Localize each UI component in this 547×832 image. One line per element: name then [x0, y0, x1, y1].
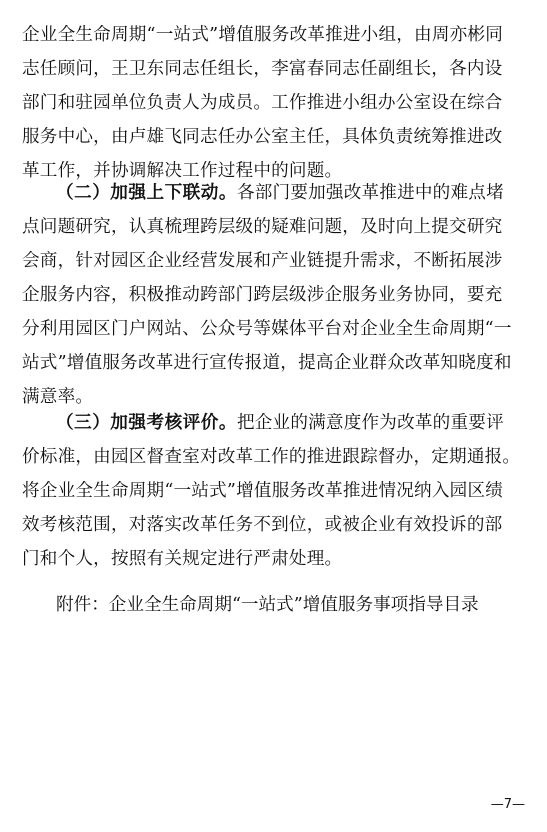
paragraph-line: 服务中心，由卢雄飞同志任办公室主任，具体负责统筹推进改	[22, 127, 503, 147]
paragraph-line: 效考核范围，对落实改革任务不到位，或被企业有效投诉的部	[22, 515, 503, 535]
paragraph-text: 各部门要加强改革推进中的难点堵	[236, 183, 504, 203]
paragraph-line: 部门和驻园单位负责人为成员。工作推进小组办公室设在综合	[22, 93, 503, 113]
section-first-line	[56, 176, 526, 210]
paragraph-line: 分利用园区门户网站、公众号等媒体平台对企业全生命周期“一	[22, 319, 512, 339]
paragraph-line: 企业全生命周期“一站式”增值服务改革推进小组，由周亦彬同	[22, 25, 504, 45]
section-heading: （三）加强考核评价。	[56, 413, 237, 433]
paragraph-text: 把企业的满意度作为改革的重要评	[236, 413, 504, 433]
paragraph-line: 企服务内容，积极推动跨部门跨层级涉企服务业务协同，要充	[22, 285, 503, 305]
paragraph-line: 点问题研究，认真梳理跨层级的疑难问题，及时向上提交研究	[22, 217, 503, 237]
paragraph-line: 价标准，由园区督查室对改革工作的推进跟踪督办，定期通报。	[22, 447, 521, 467]
section-heading: （二）加强上下联动。	[56, 183, 237, 203]
page-number: —7—	[490, 797, 525, 812]
paragraph-line: 将企业全生命周期“一站式”增值服务改革推进情况纳入园区绩	[22, 481, 504, 501]
paragraph-line: 门和个人，按照有关规定进行严肃处理。	[22, 549, 343, 569]
section-first-line	[56, 406, 526, 440]
paragraph-line: 志任顾问，王卫东同志任组长，李富春同志任副组长，各内设	[22, 59, 503, 79]
paragraph-line: 满意率。	[22, 387, 94, 407]
attachment-note: 附件：企业全生命周期“一站式”增值服务事项指导目录	[56, 595, 479, 615]
paragraph-line: 革工作，并协调解决工作过程中的问题。	[22, 161, 343, 181]
paragraph-line: 会商，针对园区企业经营发展和产业链提升需求，不断拓展涉	[22, 251, 503, 271]
paragraph-line: 站式”增值服务改革进行宣传报道，提高企业群众改革知晓度和	[22, 353, 512, 373]
